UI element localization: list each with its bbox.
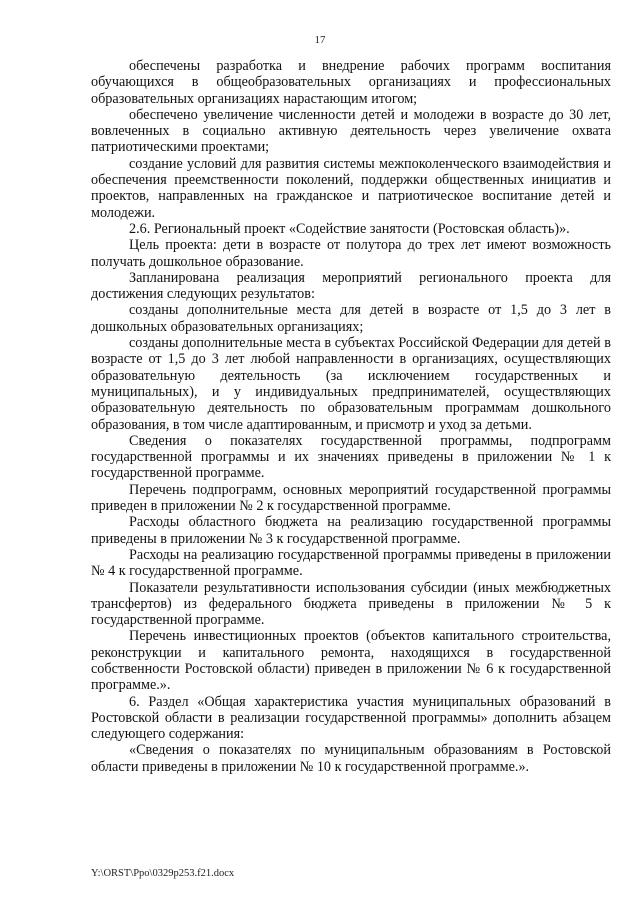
paragraph: Расходы на реализацию государственной программы приведены в приложении № 4 к государственной программе. — [91, 546, 611, 580]
paragraph: Перечень подпрограмм, основных мероприятий государственной программы приведен в приложении № 2 к государственной программе. — [91, 481, 611, 515]
section-heading: 2.6. Региональный проект «Содействие занятости (Ростовская область)». — [129, 220, 570, 237]
paragraph: «Сведения о показателях по муниципальным образованиям в Ростовской области приведены в приложении № 10 к государственной программе.». — [91, 742, 611, 775]
paragraph: создание условий для развития системы межпоколенческого взаимодействия и обеспечения преемственности поколений, поддержки общественных инициатив и проектов, направленных на гражданское и патриотическое воспитание детей и молодежи. — [91, 155, 611, 221]
paragraph: созданы дополнительные места для детей в возрасте от 1,5 до 3 лет в дошкольных образовательных организациях; — [91, 302, 611, 335]
page-number: 17 — [314, 34, 326, 46]
document-body — [91, 58, 611, 775]
paragraph: обеспечено увеличение численности детей и молодежи в возрасте до 30 лет, вовлеченных в социально активную деятельность через увеличение охвата патриотическими проектами; — [91, 106, 611, 156]
footer-file-path: Y:\ORST\Ppo\0329p253.f21.docx — [91, 868, 235, 879]
paragraph: Сведения о показателях государственной программы, подпрограмм государственной программы и их значениях приведены в приложении № 1 к государственной программе. — [91, 432, 611, 482]
paragraph: Цель проекта: дети в возрасте от полутора до трех лет имеют возможность получать дошкольное образование. — [91, 237, 611, 270]
paragraph: Запланирована реализация мероприятий регионального проекта для достижения следующих результатов: — [91, 269, 611, 303]
paragraph: обеспечены разработка и внедрение рабочих программ воспитания обучающихся в общеобразовательных организациях и профессиональных образовательных организациях нарастающим итогом; — [91, 58, 611, 107]
paragraph: Расходы областного бюджета на реализацию государственной программы приведены в приложении № 3 к государственной программе. — [91, 514, 611, 547]
paragraph: созданы дополнительные места в субъектах Российской Федерации для детей в возрасте от 1,5 до 3 лет любой направленности в организациях, осуществляющих образовательную деятельность (за исключением государственных и муниципальных), и у индивидуальных предпринимателей, осуществляющих образовательную деятельность по образовательным программам дошкольного образования, в том числе адаптированным, и присмотр и уход за детьми. — [91, 335, 611, 433]
paragraph: 6. Раздел «Общая характеристика участия муниципальных образований в Ростовской области в реализации государственной программы» дополнить абзацем следующего содержания: — [91, 693, 611, 743]
paragraph: Перечень инвестиционных проектов (объектов капитального строительства, реконструкции и капитального ремонта, находящихся в государственной собственности Ростовской области) приведен в приложении № 6 к государственной программе.». — [91, 628, 611, 694]
paragraph: Показатели результативности использования субсидии (иных межбюджетных трансфертов) из федерального бюджета приведены в приложении № 5 к государственной программе. — [91, 579, 611, 629]
